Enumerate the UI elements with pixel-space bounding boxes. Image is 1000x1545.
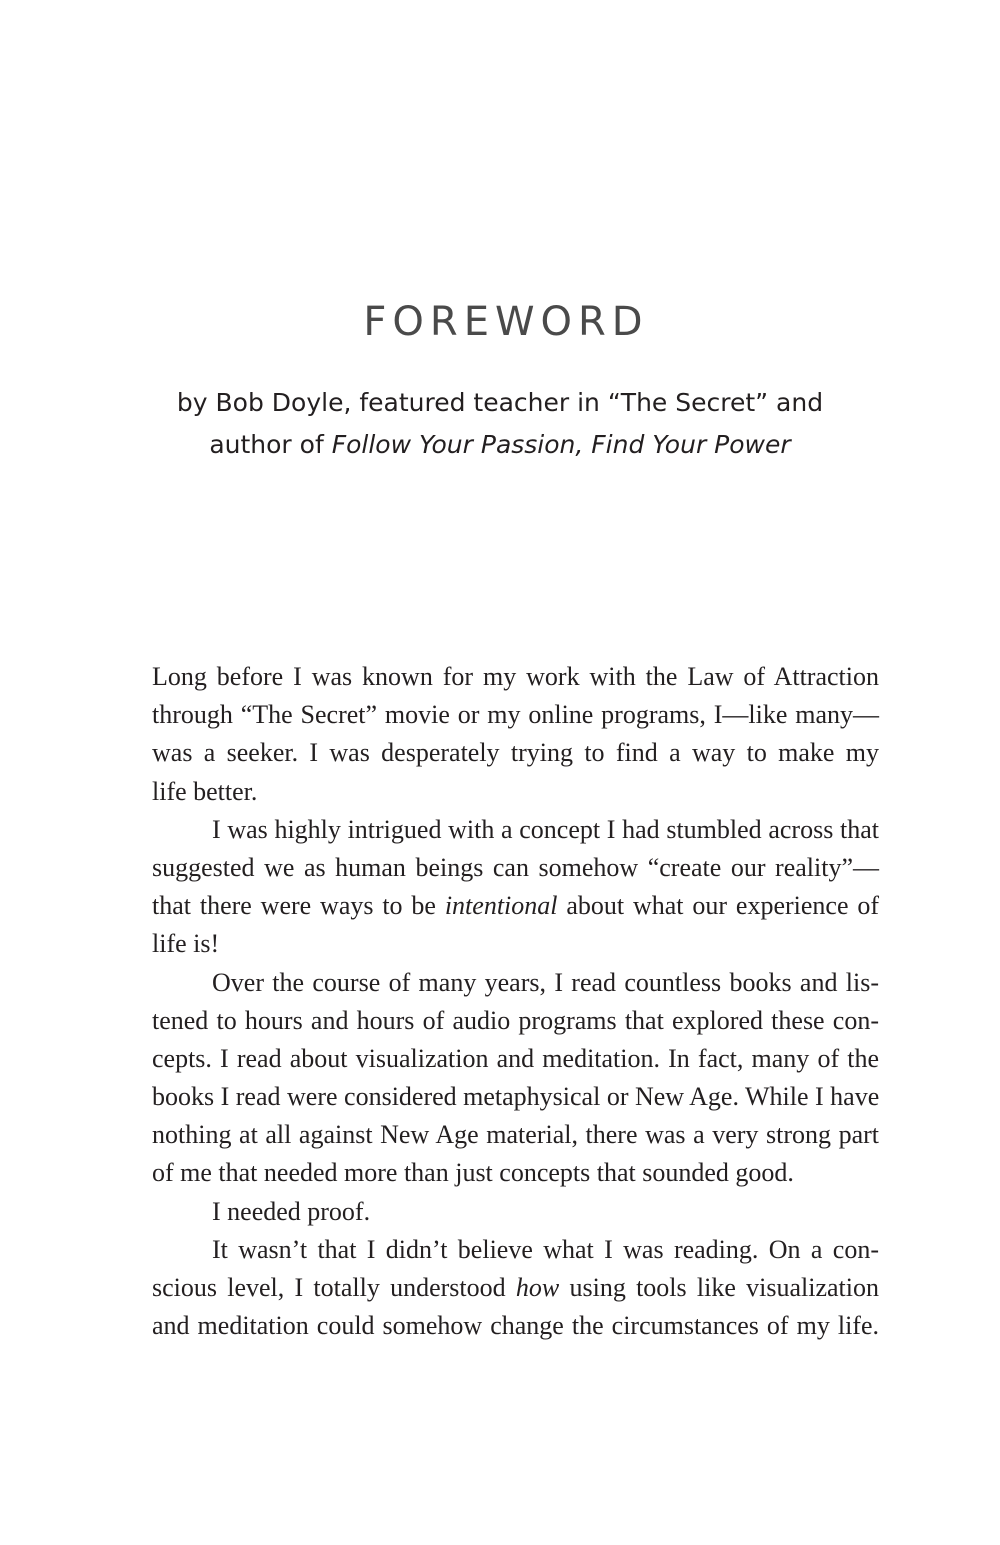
text-line: through “The Secret” movie or my online programs, I—like many— [152,700,879,730]
text-line: nothing at all against New Age material, there was a very strong part [152,1120,879,1150]
paragraph [152,811,879,964]
byline-prefix: author of [209,430,332,459]
text-line: scious level, I totally understood how using tools like visualization [152,1273,879,1302]
text-line: Over the course of many years, I read countless books and lis- [212,967,879,997]
text-line: It wasn’t that I didn’t believe what I was reading. On a con- [212,1234,879,1264]
emphasis-how: how [515,1273,560,1302]
text-line: that there were ways to be intentional about what our experience of [152,891,879,921]
byline-line-2 [0,424,1000,466]
text-line: life better. [152,776,258,806]
text-line: of me that needed more than just concepts that sounded good. [152,1158,794,1188]
text-line: suggested we as human beings can somehow “create our reality”— [152,852,879,882]
paragraph [152,1231,879,1346]
text-line: I needed proof. [212,1196,371,1226]
paragraph [152,1193,879,1231]
text-line: Long before I was known for my work with the Law of Attraction [152,662,879,691]
text-line: tened to hours and hours of audio programs that explored these con- [152,1005,879,1035]
foreword-body [152,658,879,1345]
book-title: Follow Your Passion, Find Your Power [331,430,791,459]
text-line: and meditation could somehow change the circumstances of my life. [152,1311,879,1341]
text-line: was a seeker. I was desperately trying to find a way to make my [152,738,879,768]
paragraph [152,658,879,811]
text-line: cepts. I read about visualization and meditation. In fact, many of the [152,1043,879,1073]
text-line: I was highly intrigued with a concept I had stumbled across that [212,814,879,844]
byline-line-1: by Bob Doyle, featured teacher in “The Secret” and [176,388,824,417]
paragraph [152,964,879,1193]
chapter-title: FOREWORD [363,299,649,345]
emphasis-intentional: intentional [444,891,558,921]
text-line: life is! [152,929,220,959]
text-line: books I read were considered metaphysical or New Age. While I have [152,1082,880,1112]
foreword-byline [0,382,1000,466]
